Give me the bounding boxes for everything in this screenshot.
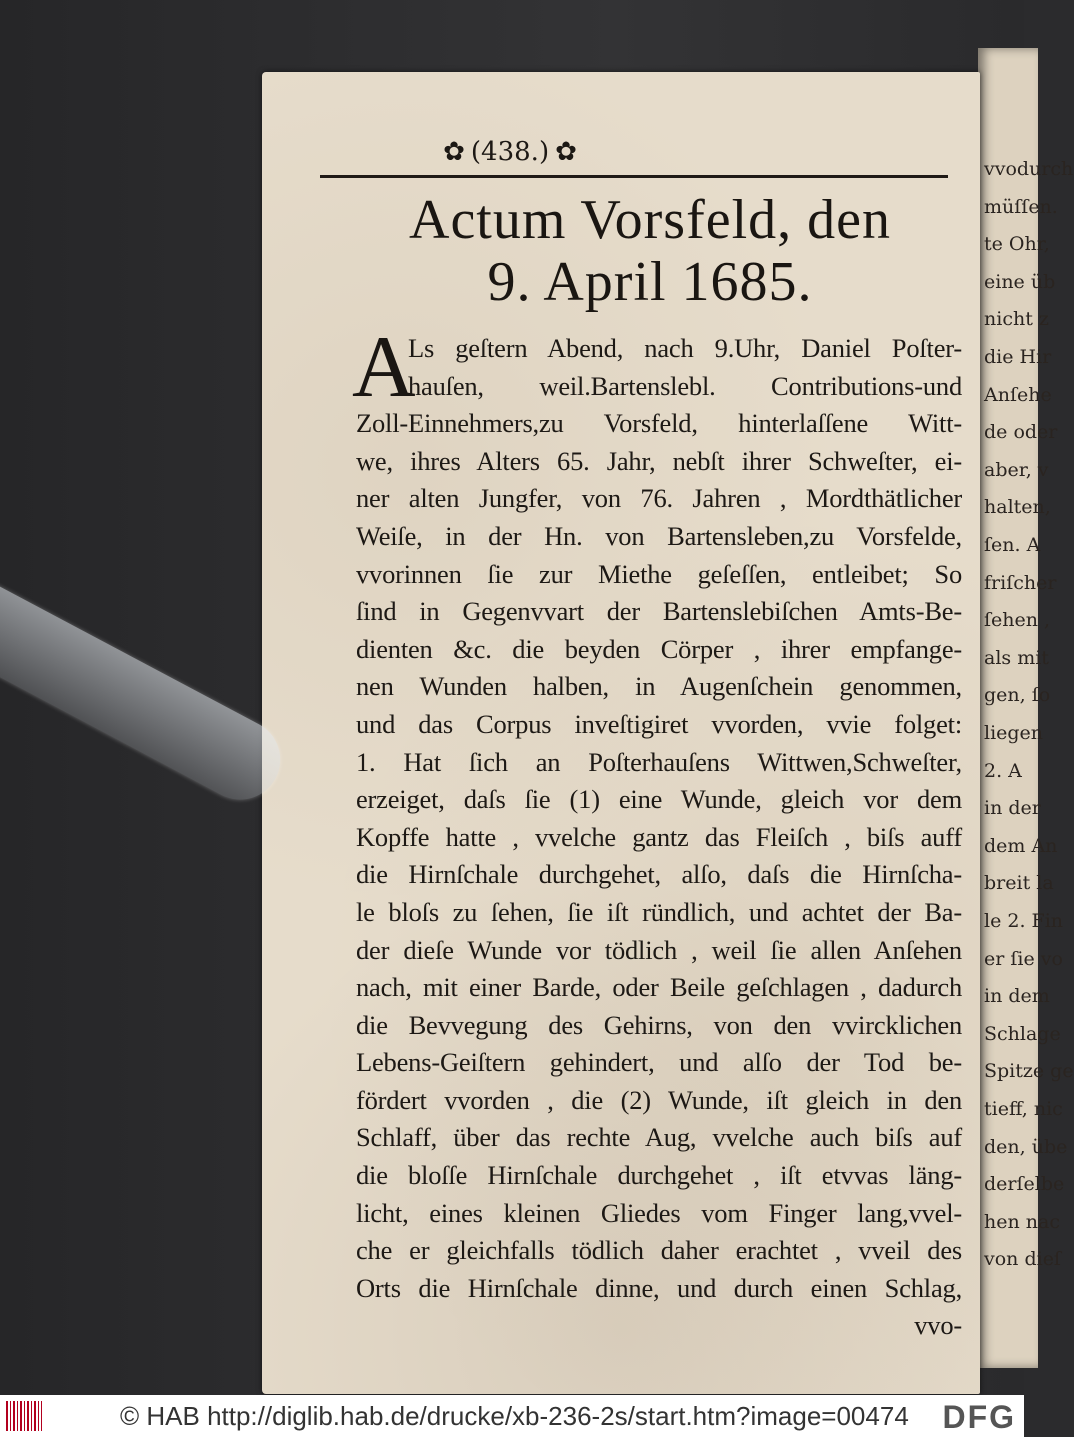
- text-line: we, ihres Alters 65. Jahr, nebſt ihrer Schweſter, ei-: [356, 445, 962, 476]
- header-rule: [320, 175, 948, 178]
- facing-page-fragment: in der: [984, 797, 1041, 820]
- facing-page-fragment: er ſie vo: [984, 947, 1063, 970]
- text-line: vvorinnen ſie zur Miethe geſeſſen, entleibet; So: [356, 558, 962, 589]
- facing-page-fragment: breit la: [984, 872, 1054, 895]
- facing-page-fragment: hen nac: [984, 1210, 1060, 1233]
- drop-capital: A: [352, 319, 416, 416]
- viewer-footer: [0, 1395, 1024, 1437]
- text-line: le bloſs zu ſehen, ſie iſt ründlich, und achtet der Ba-: [356, 896, 962, 927]
- facing-page-fragment: te Ohr,: [984, 233, 1050, 256]
- ornament-right-icon: ✿: [555, 137, 577, 167]
- hab-logo-icon: [6, 1401, 42, 1431]
- copyright-link[interactable]: © HAB http://diglib.hab.de/drucke/xb-236-2s/start.htm?image=00474: [120, 1400, 909, 1431]
- facing-page-fragment: dem An: [984, 834, 1058, 857]
- ornament-left-icon: ✿: [443, 137, 465, 167]
- text-line: ner alten Jungfer, von 76. Jahren , Mordthätlicher: [356, 483, 962, 514]
- facing-page-fragment: müſſen.: [984, 195, 1058, 218]
- text-line: ſind in Gegenvvart der Bartenslebiſchen Amts-Be-: [356, 596, 962, 627]
- facing-page-fragment: ſen. A: [984, 534, 1041, 556]
- facing-page-fragment: Anſehe: [984, 383, 1052, 406]
- text-line: die bloſſe Hirnſchale durchgehet , iſt etvvas läng-: [356, 1160, 962, 1191]
- facing-page-fragment: derſelbe: [984, 1173, 1065, 1196]
- text-line: Lebens-Geiſtern gehindert, und alſo der Tod be-: [356, 1047, 962, 1078]
- facing-page-fragment: Schlage: [984, 1022, 1061, 1045]
- facing-page-fragment: de oder: [984, 421, 1058, 444]
- facing-page-fragment: ſehen ,: [984, 609, 1051, 632]
- text-line: die Bevvegung des Gehirns, von den vvircklichen: [356, 1009, 962, 1040]
- text-line: fördert vvorden , die (2) Wunde, iſt gleich in den: [356, 1084, 962, 1115]
- page-number: (438.): [470, 137, 550, 167]
- text-line: licht, eines kleinen Gliedes vom Finger lang,vvel-: [356, 1197, 962, 1228]
- text-line: Schlaff, über das rechte Aug, vvelche auch biſs auf: [356, 1122, 962, 1153]
- facing-page-fragment: von dieſ: [984, 1248, 1061, 1271]
- facing-page-fragment: die Hir: [984, 346, 1052, 368]
- page-header: [300, 132, 720, 172]
- text-line: Kopffe hatte , vvelche gantz das Fleiſch , biſs auff: [356, 821, 962, 852]
- facing-page-fragment: vvodurch: [984, 158, 1074, 180]
- facing-page-fragment: 2. A: [984, 759, 1022, 782]
- facing-page-fragment: le 2. Fin: [984, 910, 1064, 932]
- text-line: Weiſe, in der Hn. von Bartensleben,zu Vorsfelde,: [356, 520, 962, 551]
- facing-page-fragment: Spitze ge: [984, 1060, 1074, 1083]
- facing-page-fragment: in dem: [984, 985, 1050, 1008]
- body-text: [356, 330, 962, 1345]
- text-line: Orts die Hirnſchale dinne, und durch einen Schlag,: [356, 1272, 962, 1303]
- facing-page-fragment: tieff, nic: [984, 1098, 1063, 1120]
- text-line: dienten &c. die beyden Cörper , ihrer empfange-: [356, 633, 962, 664]
- text-line: nach, mit einer Barde, oder Beile geſchlagen , dadurch: [356, 972, 962, 1003]
- text-line: die Hirnſchale durchgehet, alſo, daſs die Hirnſcha-: [356, 859, 962, 890]
- text-line: und das Corpus inveſtigiret vvorden, vvie folget:: [356, 708, 962, 739]
- facing-page-fragment: liegen: [984, 722, 1044, 744]
- facing-page-edge: [978, 48, 1074, 1368]
- text-line: che er gleichfalls tödlich daher erachtet , vveil des: [356, 1235, 962, 1266]
- title-line-2: 9. April 1685.: [487, 251, 813, 313]
- dfg-logo: DFG: [942, 1399, 1016, 1435]
- facing-page-fragment: gen, ſo: [984, 684, 1051, 707]
- title-line-1: Actum Vorsfeld, den: [409, 189, 891, 251]
- text-line: Ls geſtern Abend, nach 9.Uhr, Daniel Poſter-: [408, 333, 962, 363]
- transparent-ruler: [0, 565, 294, 814]
- text-line: hauſen, weil.Bartenslebl. Contributions-und: [408, 370, 962, 401]
- text-line: Zoll-Einnehmers,zu Vorsfeld, hinterlaſſene Witt-: [356, 408, 962, 439]
- facing-page-fragment: halten,: [984, 496, 1051, 519]
- catchword: vvo-: [914, 1310, 962, 1341]
- text-line: der dieſe Wunde vor tödlich , weil ſie allen Anſehen: [356, 934, 962, 965]
- facing-page-fragment: als mit: [984, 646, 1049, 669]
- facing-page-fragment: den, übe: [984, 1135, 1068, 1158]
- text-line: 1. Hat ſich an Poſterhauſens Wittwen,Schweſter,: [356, 746, 962, 777]
- facing-page-fragment: aber, v: [984, 458, 1049, 481]
- text-line: nen Wunden halben, in Augenſchein genommen,: [356, 671, 962, 702]
- text-line: erzeiget, daſs ſie (1) eine Wunde, gleich vor dem: [356, 784, 962, 815]
- facing-page-fragment: friſcher: [984, 571, 1057, 594]
- facing-page-fragment: eine üb: [984, 270, 1056, 293]
- facing-page-fragment: nicht z: [984, 308, 1049, 331]
